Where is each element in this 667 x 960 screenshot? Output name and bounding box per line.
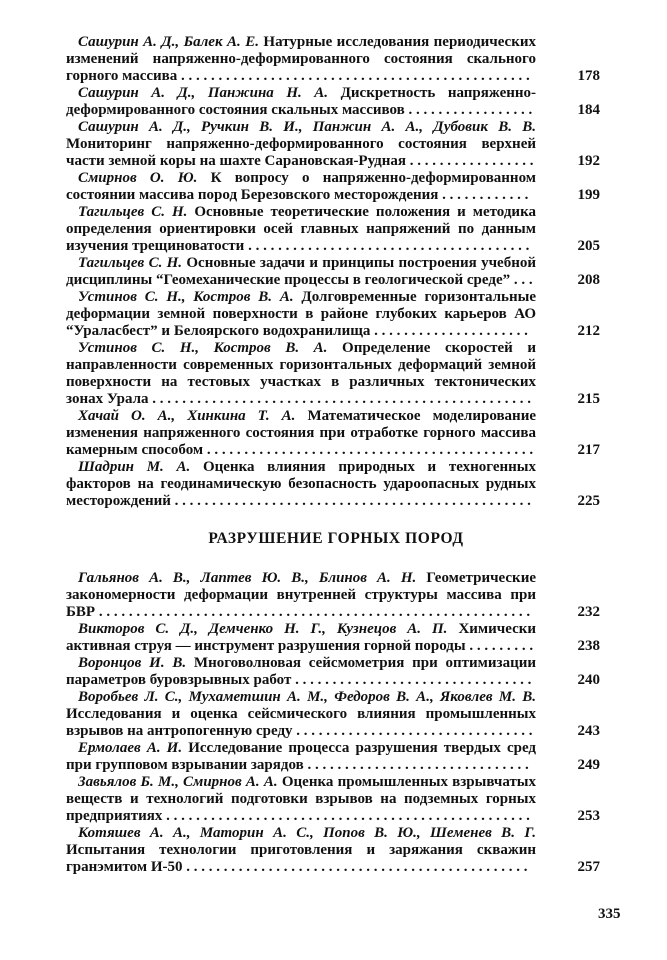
toc-entry-authors: Ермолаев А. И. <box>78 740 183 756</box>
toc-entry-page: 215 <box>577 391 600 407</box>
leader-dots: . . . . . . . . . . . . . . . . . . . . . <box>370 323 528 339</box>
toc-entry-authors: Тагильцев С. Н. <box>78 204 188 220</box>
toc-entry-text <box>66 34 536 85</box>
toc-entry <box>66 204 606 255</box>
leader-dots: . . . . . . . . . . . . <box>438 187 529 203</box>
toc-entry-authors: Сашурин А. Д., Панжина Н. А. <box>78 85 329 101</box>
leader-dots: . . . <box>510 272 533 288</box>
leader-dots: . . . . . . . . . . . . . . . . . . . . . . . . . . . . . . <box>303 757 529 773</box>
toc-entry-title: Мониторинг напряженно-деформированного состояния верхней части земной коры на шахте Сарановская-Рудная <box>66 136 536 169</box>
toc-entry-page: 184 <box>577 102 600 118</box>
leader-dots: . . . . . . . . . . . . . . . . . . . . . . . . . . . . . . . . <box>291 672 532 688</box>
toc-entry <box>66 774 606 825</box>
toc-entry-authors: Сашурин А. Д., Балек А. Е. <box>78 34 259 50</box>
toc-entry <box>66 459 606 510</box>
toc-entry-title: Химически активная струя — инструмент разрушения горной породы <box>66 621 537 654</box>
toc-entry-authors: Устинов С. Н., Костров В. А. <box>78 340 328 356</box>
toc-entry <box>66 408 606 459</box>
toc-entry-authors: Шадрин М. А. <box>78 459 191 475</box>
toc-entry-text <box>66 255 536 289</box>
toc-entry-authors: Котяшев А. А., Маторин А. С., Попов В. Ю., Шеменев В. Г. <box>78 825 536 841</box>
toc-entry <box>66 255 606 289</box>
toc-entry-page: 199 <box>577 187 600 203</box>
toc-entry-title: Натурные исследования периодических изменений напряженно-деформированного состояния скального горного массива <box>66 34 536 84</box>
toc-entry <box>66 119 606 170</box>
leader-dots: . . . . . . . . . . . . . . . . . . . . . . . . . . . . . . . . . . . . . . . . . . . . . . . . . . . <box>148 391 531 407</box>
toc-entry-authors: Смирнов О. Ю. <box>78 170 198 186</box>
toc-entry <box>66 740 606 774</box>
leader-dots: . . . . . . . . . . . . . . . . . . . . . . . . . . . . . . . . . . . . . . . . . . . . . . . . . . . . . . . . . . <box>95 604 531 620</box>
toc-entry-page: 238 <box>577 638 600 654</box>
section-heading: РАЗРУШЕНИЕ ГОРНЫХ ПОРОД <box>208 530 464 547</box>
toc-entry-page: 178 <box>577 68 600 84</box>
toc-entry-text <box>66 119 536 170</box>
toc-entry-text <box>66 204 536 255</box>
toc-entry-text <box>66 85 536 119</box>
leader-dots: . . . . . . . . . . . . . . . . . <box>404 102 533 118</box>
toc-entry <box>66 825 606 876</box>
toc-entry-page: 212 <box>577 323 600 339</box>
toc-entry <box>66 570 606 621</box>
toc-entry-text <box>66 774 536 825</box>
toc-entry-text <box>66 621 536 655</box>
toc-entry-page: 208 <box>577 272 600 288</box>
toc-entry-page: 253 <box>577 808 600 824</box>
toc-entry-text <box>66 170 536 204</box>
toc-entry-text <box>66 689 536 740</box>
toc-entry <box>66 289 606 340</box>
leader-dots: . . . . . . . . . . . . . . . . . . . . . . . . . . . . . . . . . . . . . . . . . . . . . . . . <box>170 493 531 509</box>
toc-entry-title: Многоволновая сейсмометрия при оптимизации параметров буровзрывных работ <box>66 655 536 688</box>
toc-entry-title: Оценка промышленных взрывчатых веществ и технологий подготовки взрывов на подземных горных предприятиях <box>66 774 537 824</box>
leader-dots: . . . . . . . . . . . . . . . . . . . . . . . . . . . . . . . . . . . . . . . . . . . . . . <box>182 859 528 875</box>
toc-entry-authors: Гальянов А. В., Лаптев Ю. В., Блинов А. Н. <box>78 570 417 586</box>
leader-dots: . . . . . . . . . . . . . . . . . . . . . . . . . . . . . . . . . . . . . . . . . . . . . . . . . <box>162 808 530 824</box>
toc-entry-title: К вопросу о напряженно-деформированном состоянии массива пород Березовского месторождения <box>66 170 537 203</box>
toc-entry-page: 243 <box>577 723 600 739</box>
toc-entry-authors: Тагильцев С. Н. <box>78 255 183 271</box>
toc-entry-page: 205 <box>577 238 600 254</box>
leader-dots: . . . . . . . . . . . . . . . . . <box>406 153 534 169</box>
toc-entry-authors: Воронцов И. В. <box>78 655 187 671</box>
leader-dots: . . . . . . . . . . . . . . . . . . . . . . . . . . . . . . . . <box>292 723 533 739</box>
toc-entry-title: Определение скоростей и направленности современных горизонтальных деформаций земной поверхности на тестовых участках в различных тектонических зонах Урала <box>66 340 536 407</box>
toc-entry-text <box>66 740 536 774</box>
toc-entry-title: Исследования и оценка сейсмического влияния промышленных взрывов на антропогенную среду <box>66 706 536 739</box>
toc-entry-page: 225 <box>577 493 600 509</box>
toc-entry-text <box>66 655 536 689</box>
toc-entry-title: Геометрические закономерности деформации внутренней структуры массива при БВР <box>66 570 536 620</box>
toc-entry <box>66 34 606 85</box>
toc-entry-title: Основные теоретические положения и методика определения ориентировки осей главных напряжений по данным изучения трещиноватости <box>66 204 536 254</box>
toc-entry-title: Дискретность напряженно-деформированного состояния скальных массивов <box>66 85 537 118</box>
toc-entry-text <box>66 825 536 876</box>
toc-entry-page: 257 <box>577 859 600 875</box>
toc-entry-text <box>66 289 536 340</box>
toc-entry-title: Математическое моделирование изменения напряженного состояния при отработке горного массива камерным способом <box>66 408 536 458</box>
toc-entry-authors: Воробьев Л. С., Мухаметшин А. М., Федоров В. А., Яковлев М. В. <box>78 689 536 705</box>
toc-entry-text <box>66 408 536 459</box>
toc-entry-page: 240 <box>577 672 600 688</box>
toc-entry-authors: Завьялов Б. М., Смирнов А. А. <box>78 774 278 790</box>
toc-entry-title: Оценка влияния природных и техногенных факторов на геодинамическую безопасность удароопасных рудных месторождений <box>66 459 537 509</box>
toc-entry-title: Испытания технологии приготовления и заряжания скважин гранэмитом И-50 <box>66 842 536 875</box>
toc-group-geomechanics <box>66 34 606 510</box>
toc-entry-title: Долговременные горизонтальные деформации земной поверхности в районе глубоких карьеров АО “Ураласбест” и Белоярского водохранилища <box>66 289 537 339</box>
toc-entry-title: Основные задачи и принципы построения учебной дисциплины “Геомеханические процессы в геологической среде” <box>66 255 537 288</box>
table-of-contents <box>66 34 606 876</box>
toc-entry <box>66 621 606 655</box>
toc-entry-text <box>66 570 536 621</box>
toc-entry <box>66 655 606 689</box>
page-number: 335 <box>598 906 621 922</box>
toc-entry-text <box>66 459 536 510</box>
toc-entry-page: 232 <box>577 604 600 620</box>
leader-dots: . . . . . . . . . . . . . . . . . . . . . . . . . . . . . . . . . . . . . . . . . . . . . . . <box>177 68 530 84</box>
toc-entry-authors: Сашурин А. Д., Ручкин В. И., Панжин А. А., Дубовик В. В. <box>78 119 536 135</box>
toc-group-rock-destruction <box>66 570 606 876</box>
toc-entry-authors: Викторов С. Д., Демченко Н. Г., Кузнецов А. П. <box>78 621 448 637</box>
toc-entry-page: 217 <box>577 442 600 458</box>
toc-entry <box>66 689 606 740</box>
leader-dots: . . . . . . . . . <box>465 638 534 654</box>
toc-entry-page: 249 <box>577 757 600 773</box>
toc-entry-authors: Устинов С. Н., Костров В. А. <box>78 289 294 305</box>
leader-dots: . . . . . . . . . . . . . . . . . . . . . . . . . . . . . . . . . . . . . . <box>244 238 530 254</box>
toc-entry <box>66 85 606 119</box>
toc-entry <box>66 340 606 408</box>
leader-dots: . . . . . . . . . . . . . . . . . . . . . . . . . . . . . . . . . . . . . . . . . . . . <box>203 442 534 458</box>
toc-entry-title: Исследование процесса разрушения твердых сред при групповом взрывании зарядов <box>66 740 537 773</box>
toc-entry <box>66 170 606 204</box>
toc-entry-authors: Хачай О. А., Хинкина Т. А. <box>78 408 296 424</box>
toc-entry-page: 192 <box>577 153 600 169</box>
toc-entry-text <box>66 340 536 408</box>
